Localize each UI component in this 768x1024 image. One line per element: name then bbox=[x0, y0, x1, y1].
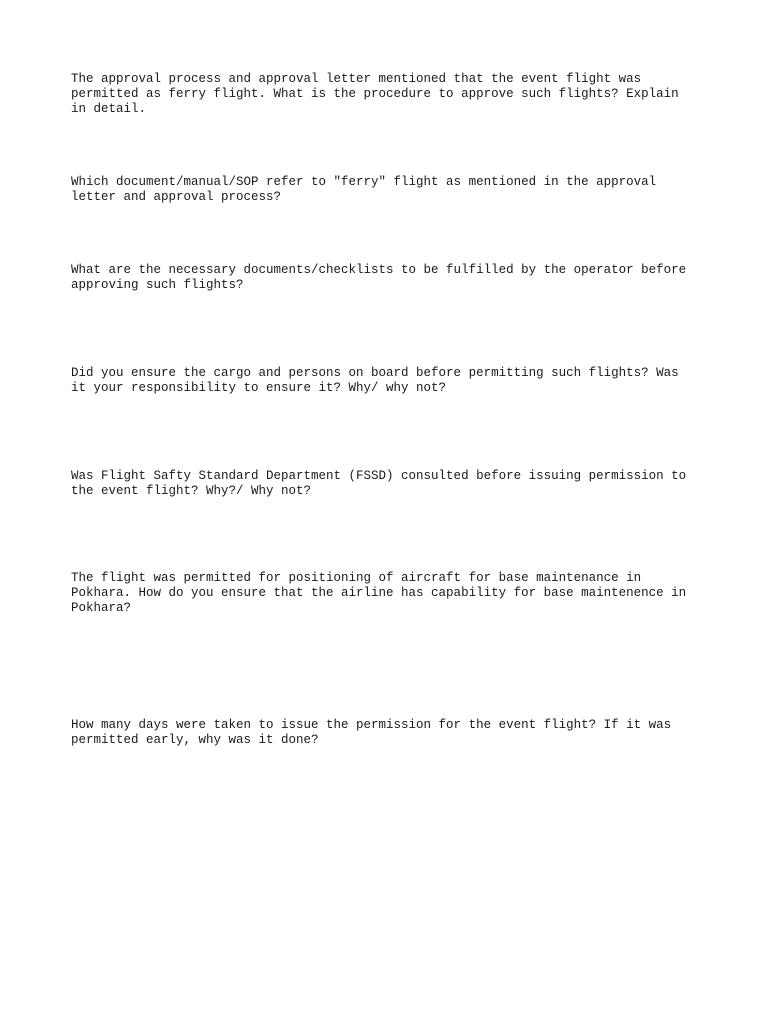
question-ferry-reference-document: Which document/manual/SOP refer to "ferry" flight as mentioned in the approval letter and approval process? bbox=[71, 175, 657, 204]
question-cargo-persons-on-board: Did you ensure the cargo and persons on board before permitting such flights? Was it your responsibility to ensure it? Why/ why not? bbox=[71, 366, 679, 395]
question-base-maintenance-capability: The flight was permitted for positioning of aircraft for base maintenance in Pokhara. How do you ensure that the airline has capability for base maintenence in Pokhara? bbox=[71, 571, 687, 615]
question-ferry-approval-procedure: The approval process and approval letter mentioned that the event flight was permitted as ferry flight. What is the procedure to approve such flights? Explain in detail. bbox=[71, 72, 679, 116]
question-permission-duration: How many days were taken to issue the permission for the event flight? If it was permitted early, why was it done? bbox=[71, 718, 672, 747]
question-fssd-consulted: Was Flight Safty Standard Department (FSSD) consulted before issuing permission to the event flight? Why?/ Why not? bbox=[71, 469, 687, 498]
question-required-checklists: What are the necessary documents/checklists to be fulfilled by the operator before approving such flights? bbox=[71, 263, 687, 292]
